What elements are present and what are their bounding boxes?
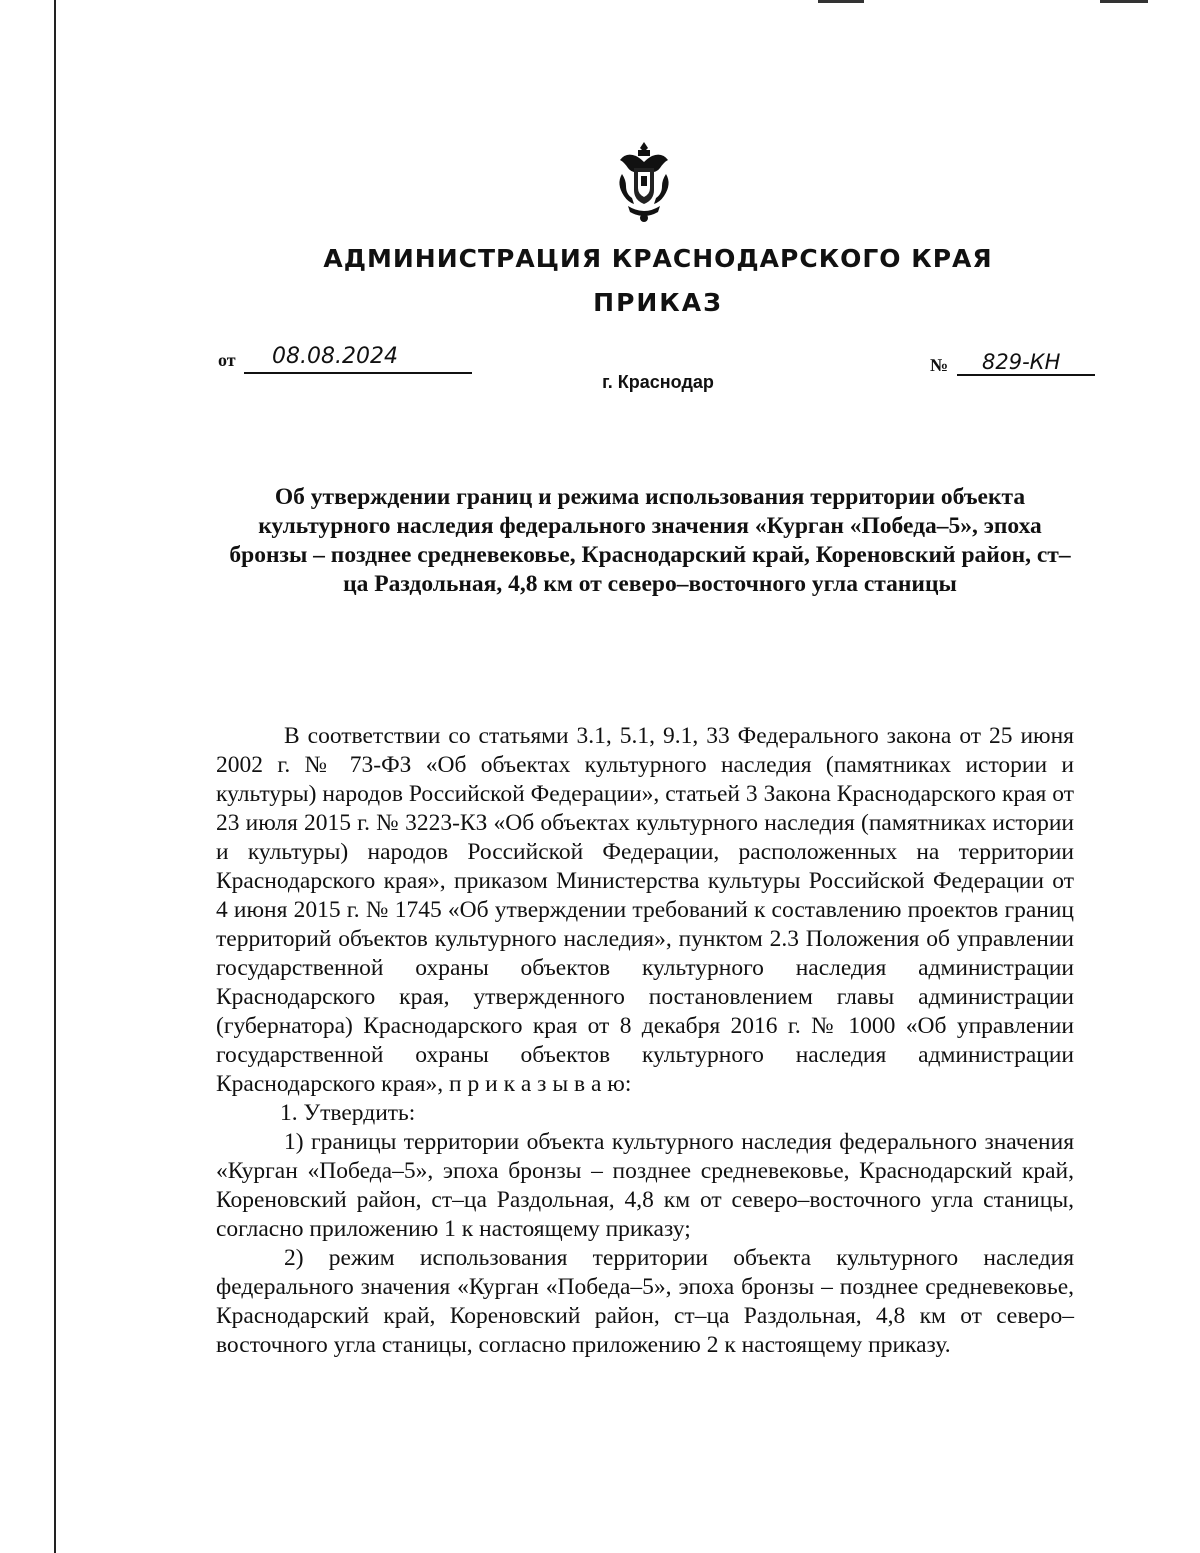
number-prefix: № [930,355,949,375]
organization-name: АДМИНИСТРАЦИЯ КРАСНОДАРСКОГО КРАЯ [323,244,993,273]
body-paragraph: 2) режим использования территории объекта культурного наследия федерального значения «Курган «Победа–5», эпоха бронзы – позднее средневековье, Краснодарский край, Кореновский район, ст–ца Раздольная, 4,8 км от северо–восточного угла станицы, согласно приложению 2 к настоящему приказу. [216,1245,1074,1358]
date-value: 08.08.2024 [272,344,398,369]
document-type: ПРИКАЗ [593,288,723,317]
date-prefix: от [218,350,236,370]
number-value: 829-КН [982,350,1061,374]
place-of-issue: г. Краснодар [602,372,714,392]
document-heading: Об утверждении границ и режима использования территории объекта культурного наследия федерального значения «Курган «Победа–5», эпоха бронзы – позднее средневековье, Краснодарский край, Кореновский район, ст–ца Раздольная, 4,8 км от северо–восточного угла станицы [229,484,1071,597]
body-paragraph: 1. Утвердить: [280,1100,416,1126]
document-body [216,722,1074,1360]
body-paragraph: 1) границы территории объекта культурного наследия федерального значения «Курган «Победа–5», эпоха бронзы – позднее средневековье, Краснодарский край, Кореновский район, ст–ца Раздольная, 4,8 км от северо–восточного угла станицы, согласно приложению 1 к настоящему приказу; [216,1129,1074,1242]
coat-of-arms-icon [612,140,676,224]
number-field [957,350,1095,376]
body-paragraph: В соответствии со статьями 3.1, 5.1, 9.1, 33 Федерального закона от 25 июня 2002 г. № 73-ФЗ «Об объектах культурного наследия (памятниках истории и культуры) народов Российской Федерации», статьей 3 Закона Краснодарского края от 23 июля 2015 г. № 3223-КЗ «Об объектах культурного наследия (памятниках истории и культуры) народов Российской Федерации, расположенных на территории Краснодарского края», приказом Министерства культуры Российской Федерации от 4 июня 2015 г. № 1745 «Об утверждении требований к составлению проектов границ территорий объектов культурного наследия», пунктом 2.3 Положения об управлении государственной охраны объектов культурного наследия администрации Краснодарского края, утвержденного постановлением главы администрации (губернатора) Краснодарского края от 8 декабря 2016 г. № 1000 «Об управлении государственной охраны объектов культурного наследия администрации Краснодарского края», п р и к а з ы в а ю: [216,723,1074,1097]
date-field [244,344,472,374]
scan-top-mark [818,0,864,3]
scan-left-edge [54,0,56,1553]
scan-top-mark [1100,0,1148,3]
